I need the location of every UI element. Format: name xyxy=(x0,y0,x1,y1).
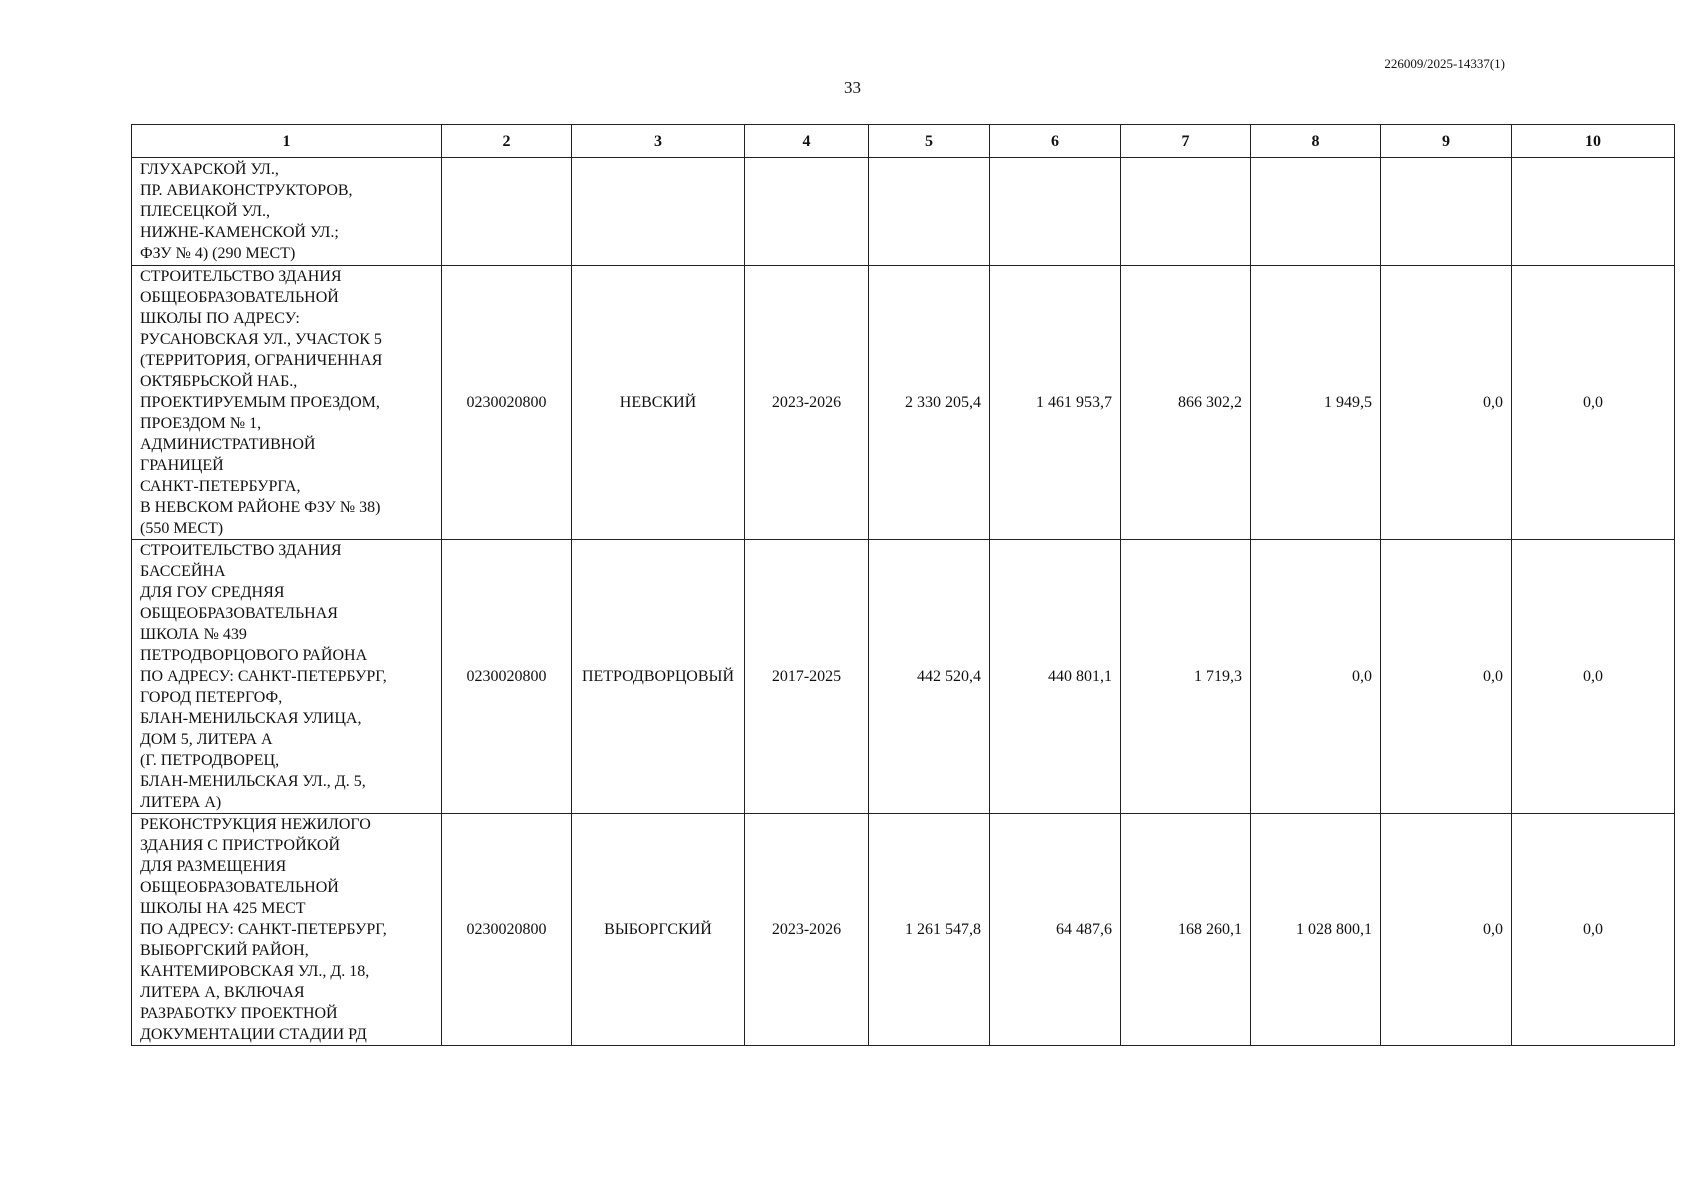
budget-code-cell: 0230020800 xyxy=(442,814,572,1046)
object-name-line: БАССЕЙНА xyxy=(140,563,226,580)
object-name-line: ГРАНИЦЕЙ xyxy=(140,457,224,474)
value-cell: 0,0 xyxy=(1251,540,1381,814)
district-cell: ПЕТРОДВОРЦОВЫЙ xyxy=(572,540,745,814)
value-cell: 0,0 xyxy=(1381,540,1512,814)
object-name-line: ДЛЯ РАЗМЕЩЕНИЯ xyxy=(140,858,287,875)
table-row xyxy=(132,540,1675,814)
object-name-line: ФЗУ № 4) (290 МЕСТ) xyxy=(140,245,296,262)
page-number: 33 xyxy=(844,78,861,97)
object-name-line: (Г. ПЕТРОДВОРЕЦ, xyxy=(140,752,280,769)
column-number: 7 xyxy=(1121,125,1251,158)
object-name-line: ДОМ 5, ЛИТЕРА А xyxy=(140,731,273,748)
object-name-line: ПО АДРЕСУ: САНКТ-ПЕТЕРБУРГ, xyxy=(140,921,387,938)
object-name-line: ОБЩЕОБРАЗОВАТЕЛЬНОЙ xyxy=(140,289,339,306)
column-number: 3 xyxy=(572,125,745,158)
period-cell: 2023-2026 xyxy=(745,814,869,1046)
object-name-cell xyxy=(132,266,442,540)
value-cell xyxy=(1381,158,1512,266)
value-cell: 64 487,6 xyxy=(990,814,1121,1046)
column-number: 4 xyxy=(745,125,869,158)
object-name-line: КАНТЕМИРОВСКАЯ УЛ., Д. 18, xyxy=(140,963,370,980)
column-number: 10 xyxy=(1512,125,1675,158)
value-cell: 0,0 xyxy=(1512,814,1675,1046)
value-cell: 866 302,2 xyxy=(1121,266,1251,540)
object-name-line: СТРОИТЕЛЬСТВО ЗДАНИЯ xyxy=(140,268,342,285)
object-name-line: ГОРОД ПЕТЕРГОФ, xyxy=(140,689,283,706)
table-row xyxy=(132,158,1675,266)
period-cell: 2023-2026 xyxy=(745,266,869,540)
table-row xyxy=(132,266,1675,540)
value-cell xyxy=(1251,158,1381,266)
object-name-line: В НЕВСКОМ РАЙОНЕ ФЗУ № 38) xyxy=(140,499,381,516)
object-name-line: ПО АДРЕСУ: САНКТ-ПЕТЕРБУРГ, xyxy=(140,668,387,685)
object-name-line: САНКТ-ПЕТЕРБУРГА, xyxy=(140,478,301,495)
budget-code-cell: 0230020800 xyxy=(442,266,572,540)
object-name-line: ЛИТЕРА А) xyxy=(140,794,222,811)
object-name-cell xyxy=(132,814,442,1046)
object-name-line: РЕКОНСТРУКЦИЯ НЕЖИЛОГО xyxy=(140,816,371,833)
column-number: 2 xyxy=(442,125,572,158)
object-name-line: ПЕТРОДВОРЦОВОГО РАЙОНА xyxy=(140,647,368,664)
value-cell: 168 260,1 xyxy=(1121,814,1251,1046)
object-name-line: ГЛУХАРСКОЙ УЛ., xyxy=(140,161,279,178)
object-name-cell xyxy=(132,540,442,814)
total-cost-cell: 1 261 547,8 xyxy=(869,814,990,1046)
data-table xyxy=(131,124,1675,1046)
object-name-line: (ТЕРРИТОРИЯ, ОГРАНИЧЕННАЯ xyxy=(140,352,383,369)
object-name-line: ПР. АВИАКОНСТРУКТОРОВ, xyxy=(140,182,353,199)
column-number: 1 xyxy=(132,125,442,158)
column-number-row xyxy=(132,125,1675,158)
object-name-line: ШКОЛЫ ПО АДРЕСУ: xyxy=(140,310,300,327)
value-cell: 440 801,1 xyxy=(990,540,1121,814)
district-cell xyxy=(572,158,745,266)
value-cell: 1 719,3 xyxy=(1121,540,1251,814)
value-cell xyxy=(1512,158,1675,266)
object-name-line: СТРОИТЕЛЬСТВО ЗДАНИЯ xyxy=(140,542,342,559)
period-cell xyxy=(745,158,869,266)
object-name-line: ОБЩЕОБРАЗОВАТЕЛЬНАЯ xyxy=(140,605,338,622)
value-cell: 0,0 xyxy=(1381,266,1512,540)
object-name-line: РУСАНОВСКАЯ УЛ., УЧАСТОК 5 xyxy=(140,331,382,348)
value-cell: 1 949,5 xyxy=(1251,266,1381,540)
table-row xyxy=(132,814,1675,1046)
value-cell xyxy=(1121,158,1251,266)
object-name-line: ШКОЛЫ НА 425 МЕСТ xyxy=(140,900,306,917)
value-cell: 1 028 800,1 xyxy=(1251,814,1381,1046)
period-cell: 2017-2025 xyxy=(745,540,869,814)
column-number: 8 xyxy=(1251,125,1381,158)
value-cell: 1 461 953,7 xyxy=(990,266,1121,540)
object-name-cell xyxy=(132,158,442,266)
object-name-line: РАЗРАБОТКУ ПРОЕКТНОЙ xyxy=(140,1005,338,1022)
object-name-line: ЗДАНИЯ С ПРИСТРОЙКОЙ xyxy=(140,837,340,854)
object-name-line: ДОКУМЕНТАЦИИ СТАДИИ РД xyxy=(140,1026,367,1043)
object-name-line: ДЛЯ ГОУ СРЕДНЯЯ xyxy=(140,584,285,601)
value-cell: 0,0 xyxy=(1381,814,1512,1046)
column-number: 5 xyxy=(869,125,990,158)
object-name-line: АДМИНИСТРАТИВНОЙ xyxy=(140,436,316,453)
object-name-line: ЛИТЕРА А, ВКЛЮЧАЯ xyxy=(140,984,305,1001)
district-cell: НЕВСКИЙ xyxy=(572,266,745,540)
object-name-line: ПРОЕКТИРУЕМЫМ ПРОЕЗДОМ, xyxy=(140,394,380,411)
value-cell xyxy=(990,158,1121,266)
object-name-line: ПРОЕЗДОМ № 1, xyxy=(140,415,262,432)
budget-code-cell: 0230020800 xyxy=(442,540,572,814)
district-cell: ВЫБОРГСКИЙ xyxy=(572,814,745,1046)
column-number: 6 xyxy=(990,125,1121,158)
document-id: 226009/2025-14337(1) xyxy=(1384,56,1505,71)
object-name-line: (550 МЕСТ) xyxy=(140,520,224,537)
object-name-line: ШКОЛА № 439 xyxy=(140,626,247,643)
object-name-line: ПЛЕСЕЦКОЙ УЛ., xyxy=(140,203,270,220)
value-cell: 0,0 xyxy=(1512,266,1675,540)
object-name-line: БЛАН-МЕНИЛЬСКАЯ УЛ., Д. 5, xyxy=(140,773,366,790)
total-cost-cell: 2 330 205,4 xyxy=(869,266,990,540)
object-name-line: НИЖНЕ-КАМЕНСКОЙ УЛ.; xyxy=(140,224,339,241)
total-cost-cell: 442 520,4 xyxy=(869,540,990,814)
budget-code-cell xyxy=(442,158,572,266)
value-cell: 0,0 xyxy=(1512,540,1675,814)
object-name-line: БЛАН-МЕНИЛЬСКАЯ УЛИЦА, xyxy=(140,710,362,727)
column-number: 9 xyxy=(1381,125,1512,158)
object-name-line: ВЫБОРГСКИЙ РАЙОН, xyxy=(140,942,309,959)
object-name-line: ОБЩЕОБРАЗОВАТЕЛЬНОЙ xyxy=(140,879,339,896)
total-cost-cell xyxy=(869,158,990,266)
object-name-line: ОКТЯБРЬСКОЙ НАБ., xyxy=(140,373,298,390)
